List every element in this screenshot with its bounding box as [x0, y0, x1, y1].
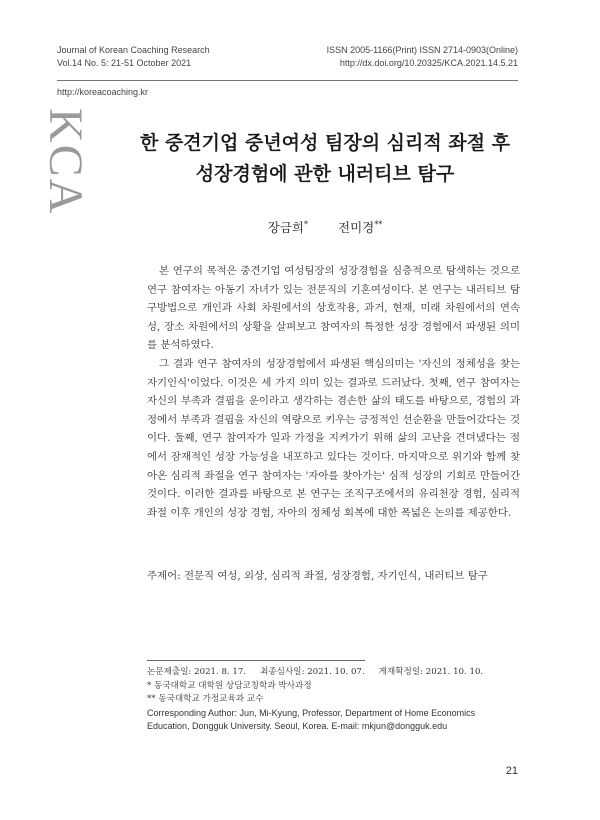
affiliation-1: * 동국대학교 대학원 상담코칭학과 박사과정	[147, 680, 312, 691]
corresponding-author: Corresponding Author: Jun, Mi-Kyung, Professor, Department of Home Economics Education, Dongguk University. Seoul, Korea. E-mail: mkjun@dongguk.edu	[147, 707, 476, 731]
journal-url[interactable]: http://koreacoaching.kr	[57, 87, 149, 97]
author-2: 전미경	[338, 220, 375, 235]
journal-identifiers	[327, 44, 518, 70]
footnote-divider	[147, 660, 365, 661]
doi-link[interactable]: http://dx.doi.org/10.20325/KCA.2021.14.5.21	[339, 58, 518, 68]
author-list	[130, 218, 520, 236]
author-1: 장금희	[267, 220, 304, 235]
journal-header	[57, 44, 210, 70]
issn: ISSN 2005-1166(Print) ISSN 2714-0903(Online)	[326, 45, 518, 55]
accepted-date: 게재확정일: 2021. 10. 10.	[378, 667, 484, 677]
keywords-text: 전문직 여성, 외상, 심리적 좌절, 성장경험, 자기인식, 내러티브 탐구	[183, 570, 488, 582]
page-number: 21	[505, 765, 518, 777]
reviewed-date: 최종심사일: 2021. 10. 07.	[260, 667, 365, 677]
keywords	[147, 567, 520, 582]
title-line-2: 성장경험에 관한 내러티브 탐구	[195, 163, 455, 185]
footnotes	[147, 666, 520, 734]
header-divider	[57, 80, 518, 81]
submitted-date: 논문제출일: 2021. 8. 17.	[147, 667, 247, 677]
author-2-mark: **	[374, 219, 383, 229]
author-1-mark: *	[304, 219, 308, 229]
journal-name: Journal of Korean Coaching Research	[57, 45, 210, 55]
kca-logo: KCA	[39, 108, 92, 216]
abstract-paragraph-2: 그 결과 연구 참여자의 성장경험에서 파생된 핵심의미는 '자신의 정체성을 찾는 자기인식'이었다. 이것은 세 가지 의미 있는 결과로 드러났다. 첫째, 연구 참여자는 자신의 부족과 결핍을 운이라고 생각하는 겸손한 삶의 태도를 바탕으로, 경험의 과정에서 부족과 결핍을 자신의 역량으로 키우는 긍정적인 선순환을 만들어갔다는 것이다. 둘째, 연구 참여자가 일과 가정을 지켜가기 위해 삶의 고난을 견뎌냈다는 점에서 잠재적인 성장 가능성을 내포하고 있다는 것이다. 마지막으로 위기와 함께 찾아온 심리적 좌절을 연구 참여자는 '자아를 찾아가는' 심적 성장의 기회로 만들어간 것이다. 이러한 결과를 바탕으로 본 연구는 조직구조에서의 유리천장 경험, 심리적 좌절 이후 개인의 성장 경험, 자아의 정체성 회복에 대한 폭넓은 논의를 제공한다.	[147, 357, 520, 519]
abstract	[147, 262, 520, 522]
journal-volume: Vol.14 No. 5: 21-51 October 2021	[57, 58, 192, 68]
dates-row	[147, 666, 520, 680]
abstract-paragraph-1: 본 연구의 목적은 중견기업 여성팀장의 성장경험을 심층적으로 탐색하는 것으로 연구 참여자는 아동기 자녀가 있는 전문직의 기혼여성이다. 본 연구는 내러티브 탐구방법으로 개인과 사회 차원에서의 상호작용, 과거, 현재, 미래 차원에서의 연속성, 장소 차원에서의 상황을 살펴보고 참여자의 특정한 성장 경험에서 파생된 의미를 분석하였다.	[147, 265, 520, 352]
keywords-label: 주제어:	[147, 570, 181, 582]
affiliation-2: ** 동국대학교 가정교육과 교수	[147, 694, 264, 704]
title-line-1: 한 중견기업 중년여성 팀장의 심리적 좌절 후	[139, 132, 511, 154]
paper-title	[130, 128, 520, 190]
